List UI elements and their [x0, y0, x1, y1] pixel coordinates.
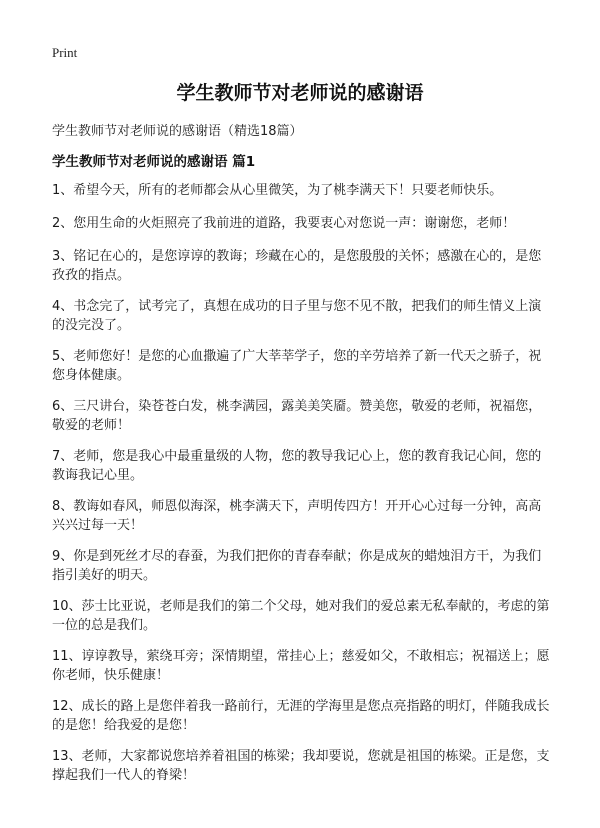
list-item: 6、三尺讲台，染苍苍白发，桃李满园，露美美笑靥。赞美您，敬爱的老师，祝福您，敬爱的老师！ — [52, 399, 542, 433]
print-link[interactable]: Print — [52, 45, 78, 60]
list-item: 13、老师，大家都说您培养着祖国的栋梁；我却要说，您就是祖国的栋梁。正是您，支撑起我们一代人的脊梁！ — [52, 749, 550, 783]
list-item: 3、铭记在心的，是您谆谆的教诲；珍藏在心的，是您殷殷的关怀；感激在心的，是您孜孜的指点。 — [52, 249, 542, 283]
list-item: 7、老师，您是我心中最重量级的人物，您的教导我记心上，您的教育我记心间，您的教诲我记心里。 — [52, 449, 542, 483]
list-item: 11、谆谆教导，萦绕耳旁；深情期望，常挂心上；慈爱如父，不敢相忘；祝福送上；愿你老师，快乐健康！ — [52, 649, 550, 683]
list-item: 5、老师您好！是您的心血撒遍了广大莘莘学子，您的辛劳培养了新一代天之骄子，祝您身体健康。 — [52, 349, 542, 383]
document-subtitle: 学生教师节对老师说的感谢语（精选18篇） — [52, 124, 303, 139]
greeting-list — [52, 181, 552, 797]
list-item: 10、莎士比亚说，老师是我们的第二个父母，她对我们的爱总素无私奉献的，考虑的第一位的总是我们。 — [52, 599, 550, 633]
list-item: 8、教诲如春风，师恩似海深，桃李满天下，声明传四方！开开心心过每一分钟，高高兴兴过每一天！ — [52, 499, 542, 533]
list-item: 9、你是到死丝才尽的春蚕，为我们把你的青春奉献；你是成灰的蜡烛泪方干，为我们指引美好的明天。 — [52, 549, 542, 583]
list-item: 12、成长的路上是您伴着我一路前行，无涯的学海里是您点亮指路的明灯，伴随我成长的是您！给我爱的是您！ — [52, 699, 550, 733]
list-item: 4、书念完了，试考完了，真想在成功的日子里与您不见不散，把我们的师生情义上演的没完没了。 — [52, 299, 542, 333]
section-heading: 学生教师节对老师说的感谢语 篇1 — [52, 154, 256, 170]
list-item: 2、您用生命的火炬照亮了我前进的道路，我要衷心对您说一声：谢谢您，老师！ — [52, 216, 516, 231]
page-title: 学生教师节对老师说的感谢语 — [176, 82, 424, 104]
list-item: 1、希望今天，所有的老师都会从心里微笑，为了桃李满天下！只要老师快乐。 — [52, 183, 503, 198]
